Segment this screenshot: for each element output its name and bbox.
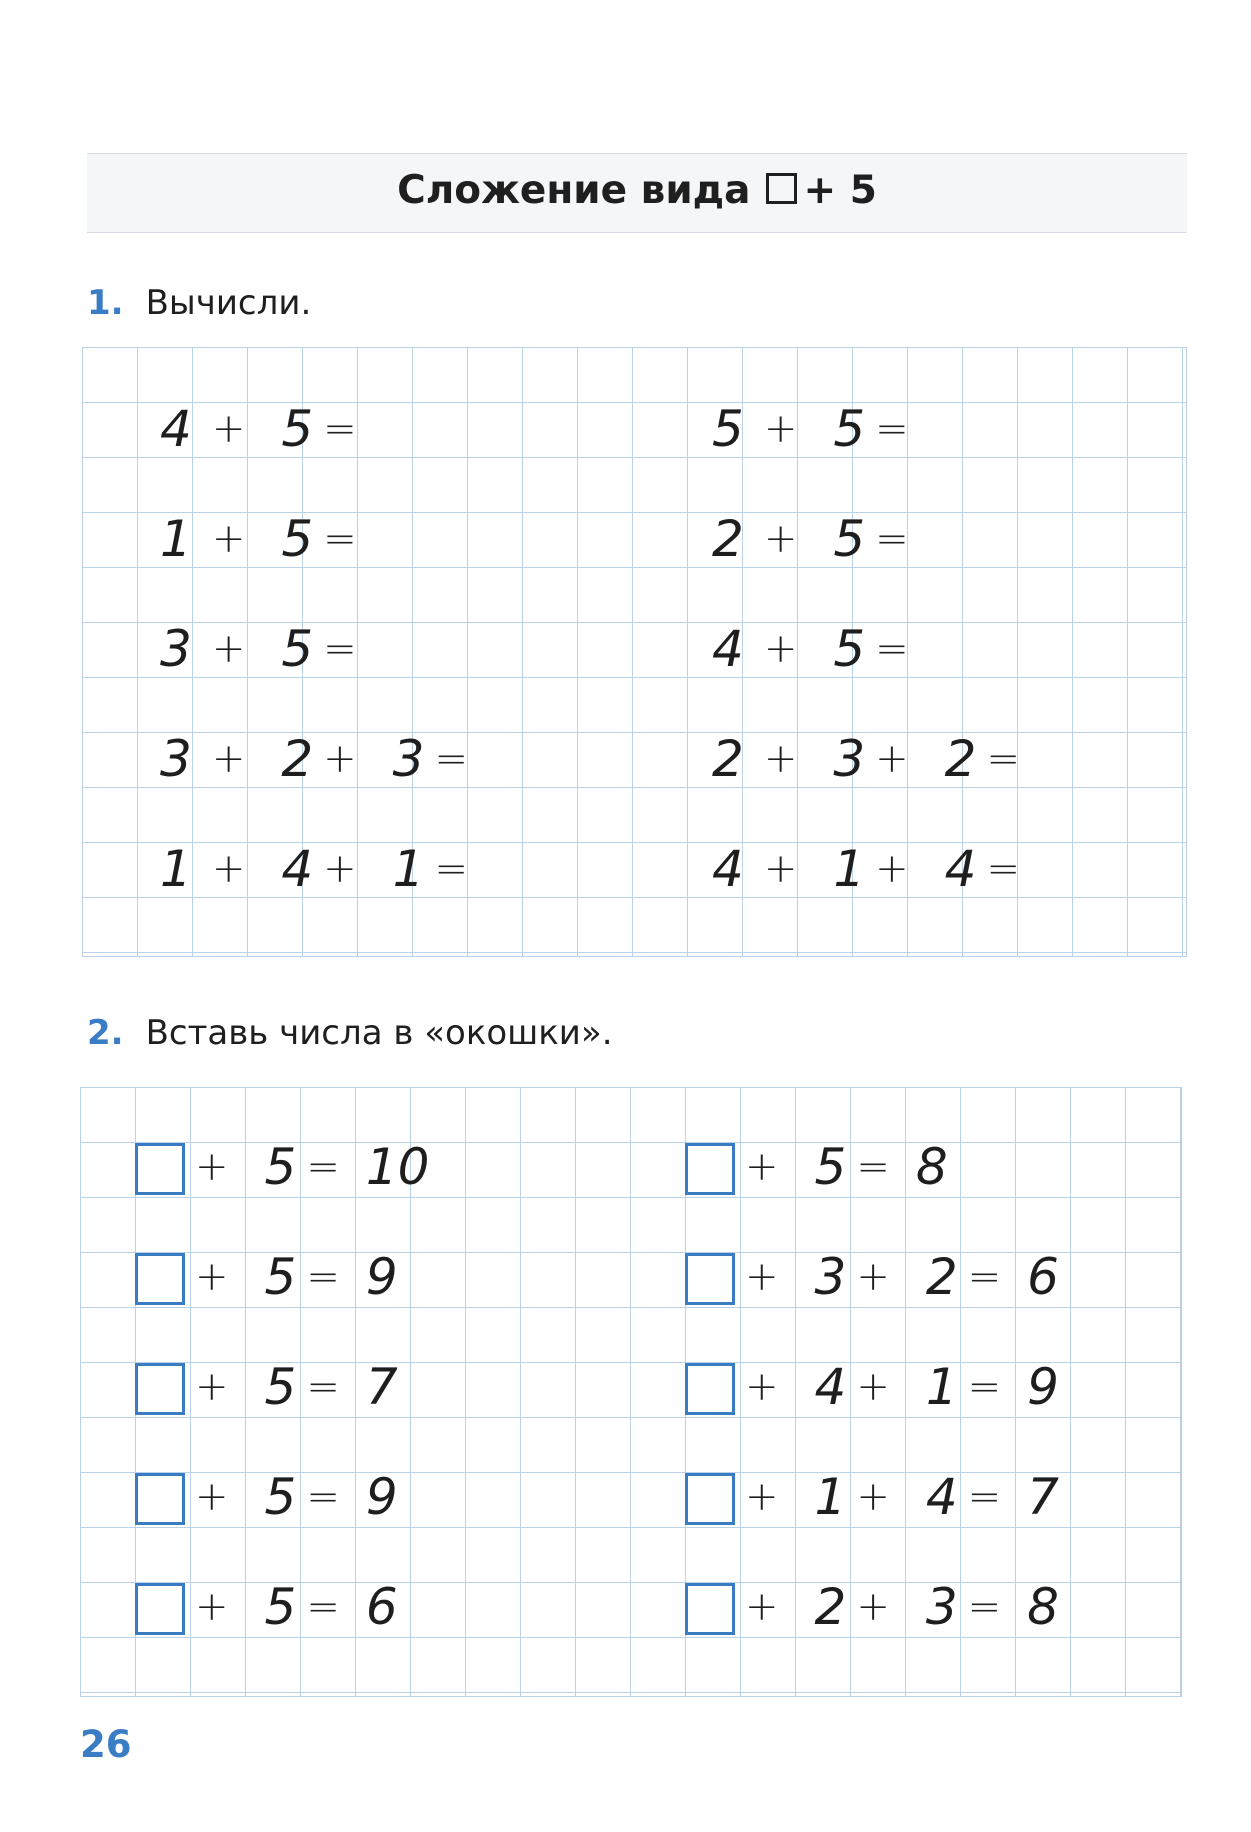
answer-box[interactable] [135, 1143, 185, 1195]
result-number: 8 [1027, 1578, 1059, 1636]
number: 3 [392, 730, 425, 788]
equals-sign: = [323, 516, 357, 562]
equals-sign: = [434, 846, 468, 892]
task-2-expression-right-5 [685, 1577, 1059, 1637]
number: 4 [814, 1358, 847, 1416]
number: 3 [925, 1578, 958, 1636]
equals-sign: = [967, 1364, 1002, 1410]
number: 3 [160, 730, 192, 788]
number: 5 [264, 1578, 297, 1636]
equals-sign: = [306, 1364, 340, 1410]
page-title [87, 168, 1187, 213]
title-band [87, 153, 1187, 233]
plus-sign: + [195, 1584, 229, 1630]
equals-sign: = [434, 736, 468, 782]
number: 1 [814, 1468, 847, 1526]
equals-sign: = [306, 1254, 340, 1300]
task-2-expression-right-1 [685, 1137, 948, 1197]
equals-sign: = [306, 1584, 340, 1630]
equals-sign: = [875, 626, 909, 672]
number: 4 [712, 620, 744, 678]
plus-sign: + [856, 1584, 890, 1630]
task-1-expression-right-2 [712, 509, 909, 569]
number: 5 [814, 1138, 847, 1196]
task-1-expression-right-1 [712, 399, 909, 459]
task-1-expression-left-2 [160, 509, 357, 569]
equals-sign: = [875, 516, 909, 562]
equals-sign: = [306, 1144, 340, 1190]
result-number: 9 [365, 1468, 398, 1526]
number: 1 [160, 510, 192, 568]
result-number: 9 [365, 1248, 398, 1306]
answer-box[interactable] [135, 1363, 185, 1415]
plus-sign: + [211, 846, 246, 892]
task-2-expression-right-3 [685, 1357, 1059, 1417]
number: 2 [944, 730, 977, 788]
number: 5 [281, 620, 314, 678]
number: 3 [833, 730, 866, 788]
number: 1 [833, 840, 866, 898]
answer-box[interactable] [135, 1253, 185, 1305]
plus-sign: + [211, 406, 246, 452]
result-number: 8 [915, 1138, 948, 1196]
plus-sign: + [745, 1364, 779, 1410]
equals-sign: = [967, 1474, 1002, 1520]
task-2-grid [80, 1087, 1182, 1697]
square-box-icon [766, 173, 797, 204]
plus-sign: + [745, 1254, 779, 1300]
number: 2 [814, 1578, 847, 1636]
number: 1 [160, 840, 192, 898]
answer-box[interactable] [135, 1583, 185, 1635]
number: 2 [925, 1248, 958, 1306]
equals-sign: = [323, 406, 357, 452]
equals-sign: = [323, 626, 357, 672]
number: 4 [281, 840, 314, 898]
page-number: 26 [80, 1723, 132, 1766]
task-1-instruction: Вычисли. [145, 283, 312, 323]
plus-sign: + [875, 846, 909, 892]
plus-sign: + [745, 1584, 779, 1630]
equals-sign: = [967, 1254, 1002, 1300]
number: 4 [160, 400, 192, 458]
answer-box[interactable] [685, 1253, 735, 1305]
answer-box[interactable] [685, 1363, 735, 1415]
number: 4 [925, 1468, 958, 1526]
plus-sign: + [763, 406, 798, 452]
plus-sign: + [856, 1364, 890, 1410]
number: 4 [944, 840, 977, 898]
task-1-expression-left-3 [160, 619, 357, 679]
plus-sign: + [195, 1144, 229, 1190]
plus-sign: + [323, 846, 357, 892]
plus-sign: + [195, 1474, 229, 1520]
task-1-expression-left-5 [160, 839, 468, 899]
task-1-expression-right-3 [712, 619, 909, 679]
task-2-expression-right-2 [685, 1247, 1059, 1307]
answer-box[interactable] [685, 1473, 735, 1525]
task-1-expression-left-4 [160, 729, 468, 789]
number: 3 [814, 1248, 847, 1306]
number: 4 [712, 840, 744, 898]
plus-sign: + [763, 516, 798, 562]
task-2-instruction: Вставь числа в «окошки». [145, 1013, 613, 1053]
result-number: 10 [365, 1138, 430, 1196]
task-1-heading [87, 283, 311, 323]
equals-sign: = [967, 1584, 1002, 1630]
equals-sign: = [856, 1144, 890, 1190]
result-number: 6 [1027, 1248, 1059, 1306]
task-1-grid [82, 347, 1187, 957]
plus-sign: + [763, 736, 798, 782]
number: 2 [712, 510, 744, 568]
number: 5 [833, 620, 866, 678]
answer-box[interactable] [685, 1583, 735, 1635]
task-2-expression-left-1 [135, 1137, 429, 1197]
plus-sign: + [745, 1474, 779, 1520]
number: 5 [833, 510, 866, 568]
task-2-expression-left-4 [135, 1467, 398, 1527]
task-1-number: 1. [87, 283, 124, 323]
result-number: 7 [1027, 1468, 1059, 1526]
task-2-expression-left-5 [135, 1577, 398, 1637]
number: 3 [160, 620, 192, 678]
plus-sign: + [195, 1254, 229, 1300]
plus-sign: + [856, 1254, 890, 1300]
number: 5 [281, 510, 314, 568]
task-2-expression-right-4 [685, 1467, 1059, 1527]
plus-sign: + [211, 626, 246, 672]
task-2-number: 2. [87, 1013, 124, 1053]
task-1-expression-left-1 [160, 399, 357, 459]
plus-sign: + [745, 1144, 779, 1190]
number: 5 [833, 400, 866, 458]
number: 5 [264, 1248, 297, 1306]
result-number: 9 [1027, 1358, 1059, 1416]
plus-sign: + [763, 626, 798, 672]
plus-sign: + [195, 1364, 229, 1410]
number: 5 [264, 1358, 297, 1416]
task-1-expression-right-5 [712, 839, 1020, 899]
title-text: Сложение вида [397, 168, 751, 213]
equals-sign: = [875, 406, 909, 452]
plus-sign: + [763, 846, 798, 892]
plus-sign: + [856, 1474, 890, 1520]
number: 5 [264, 1138, 297, 1196]
plus-sign: + [323, 736, 357, 782]
number: 5 [712, 400, 744, 458]
equals-sign: = [306, 1474, 340, 1520]
task-2-expression-left-2 [135, 1247, 398, 1307]
task-1-expression-right-4 [712, 729, 1020, 789]
number: 1 [392, 840, 425, 898]
result-number: 6 [365, 1578, 398, 1636]
plus-sign: + [211, 736, 246, 782]
number: 5 [264, 1468, 297, 1526]
answer-box[interactable] [135, 1473, 185, 1525]
number: 2 [712, 730, 744, 788]
title-tail: + 5 [803, 168, 877, 213]
equals-sign: = [986, 736, 1020, 782]
result-number: 7 [365, 1358, 398, 1416]
task-2-expression-left-3 [135, 1357, 398, 1417]
equals-sign: = [986, 846, 1020, 892]
answer-box[interactable] [685, 1143, 735, 1195]
number: 5 [281, 400, 314, 458]
number: 1 [925, 1358, 958, 1416]
plus-sign: + [211, 516, 246, 562]
number: 2 [281, 730, 314, 788]
task-2-heading [87, 1013, 613, 1053]
plus-sign: + [875, 736, 909, 782]
